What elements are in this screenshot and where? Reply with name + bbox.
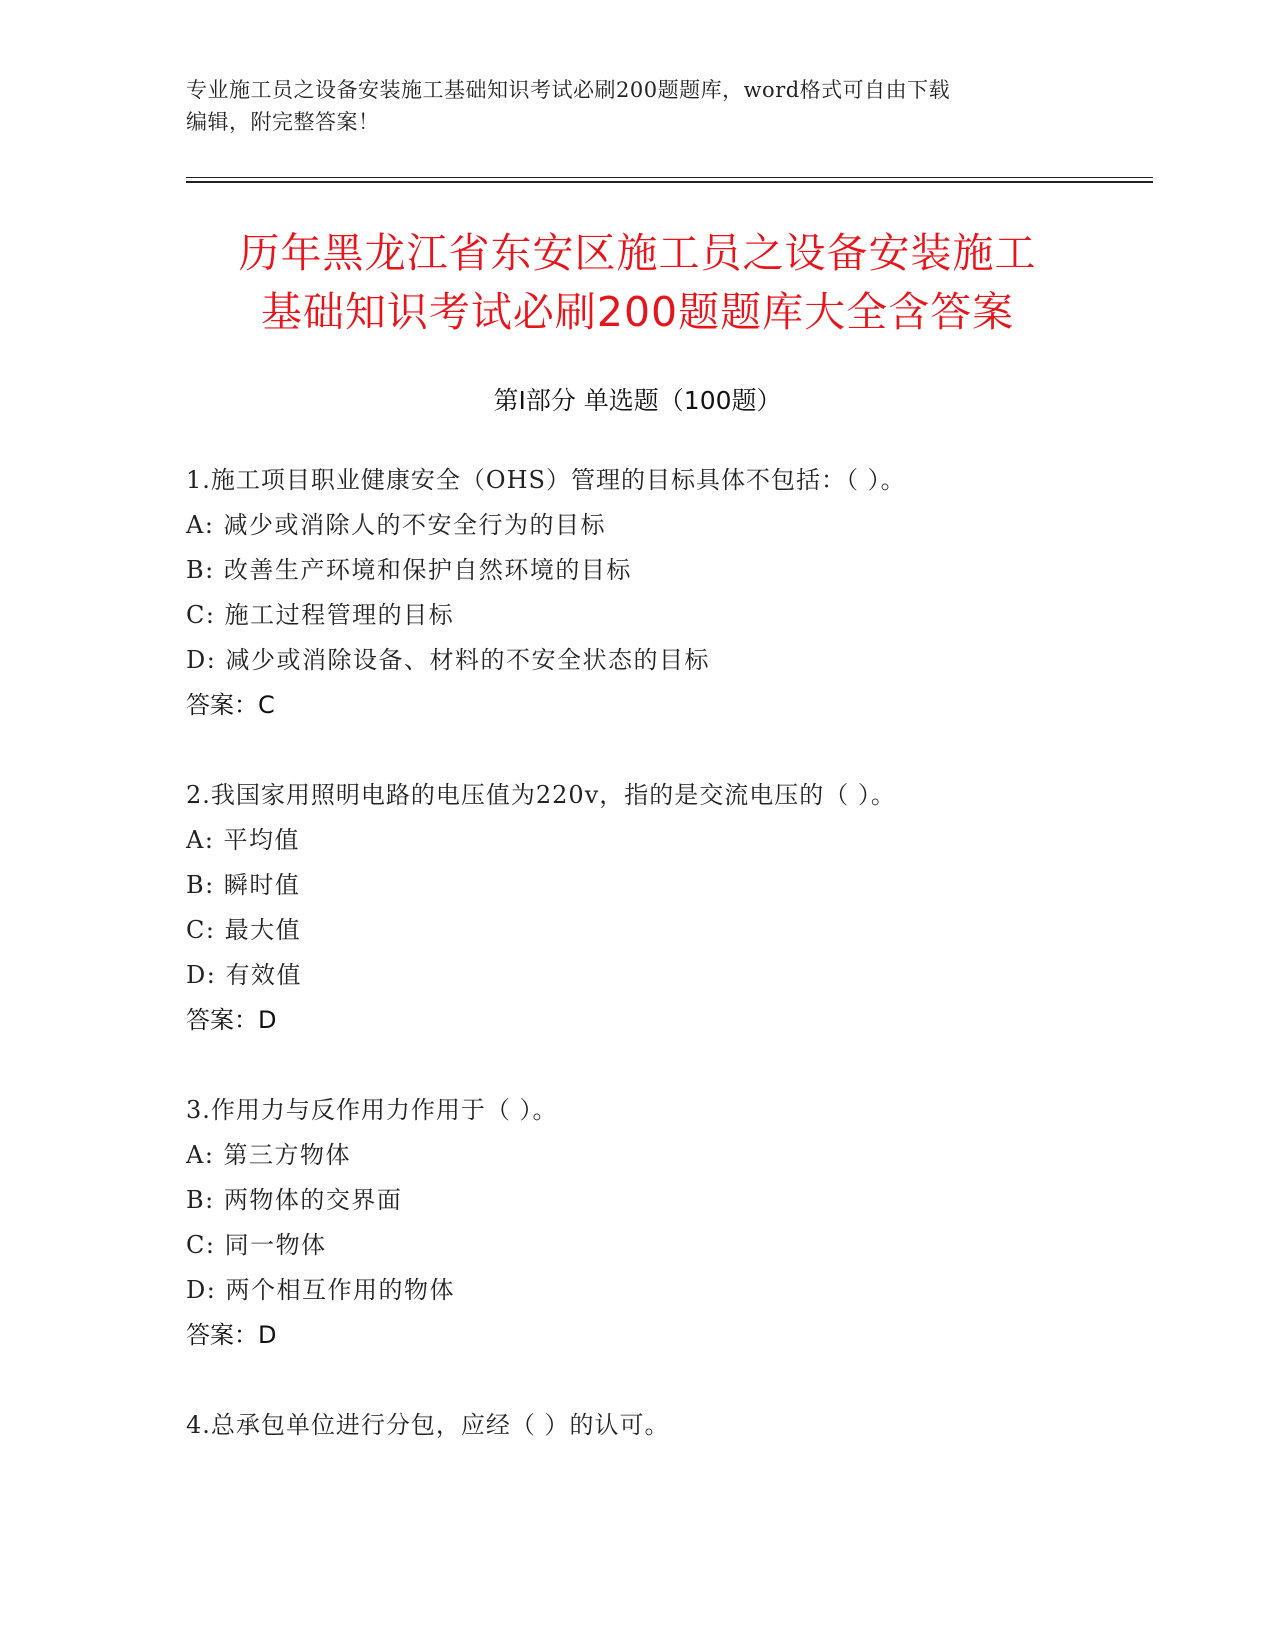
question-stem: 3.作用力与反作用力作用于（ ）。	[186, 1096, 558, 1124]
question-4	[186, 1403, 1146, 1448]
question-stem: 1.施工项目职业健康安全（OHS）管理的目标具体不包括：（ ）。	[186, 466, 906, 494]
document-title	[150, 224, 1125, 342]
answer-label: 答案：D	[186, 1006, 277, 1034]
option-b: B: 两物体的交界面	[186, 1186, 403, 1214]
option-c: C: 最大值	[186, 916, 302, 944]
option-a: A: 减少或消除人的不安全行为的目标	[186, 511, 607, 539]
question-1	[186, 458, 1146, 728]
header-note-line-2: 编辑，附完整答案！	[186, 110, 380, 134]
header-note-line-1: 专业施工员之设备安装施工基础知识考试必刷200题题库，word格式可自由下载	[186, 78, 951, 102]
option-d: D: 减少或消除设备、材料的不安全状态的目标	[186, 646, 710, 674]
question-3	[186, 1088, 1146, 1358]
option-a: A: 第三方物体	[186, 1141, 352, 1169]
header-divider-thin	[186, 177, 1153, 178]
answer-label: 答案：D	[186, 1321, 277, 1349]
header-divider-thick	[186, 181, 1153, 183]
option-d: D: 有效值	[186, 961, 302, 989]
answer-label: 答案：C	[186, 691, 275, 719]
option-b: B: 改善生产环境和保护自然环境的目标	[186, 556, 632, 584]
option-b: B: 瞬时值	[186, 871, 301, 899]
header-note	[186, 74, 1066, 138]
question-stem: 4.总承包单位进行分包，应经（ ）的认可。	[186, 1411, 670, 1439]
question-2	[186, 773, 1146, 1043]
section-title: 第Ⅰ部分 单选题（100题）	[493, 386, 782, 415]
option-d: D: 两个相互作用的物体	[186, 1276, 455, 1304]
document-title-line-1: 历年黑龙江省东安区施工员之设备安装施工	[238, 229, 1037, 277]
option-c: C: 同一物体	[186, 1231, 327, 1259]
option-c: C: 施工过程管理的目标	[186, 601, 455, 629]
option-a: A: 平均值	[186, 826, 301, 854]
question-stem: 2.我国家用照明电路的电压值为220v，指的是交流电压的（ ）。	[186, 781, 896, 809]
document-title-line-2: 基础知识考试必刷200题题库大全含答案	[260, 288, 1015, 336]
